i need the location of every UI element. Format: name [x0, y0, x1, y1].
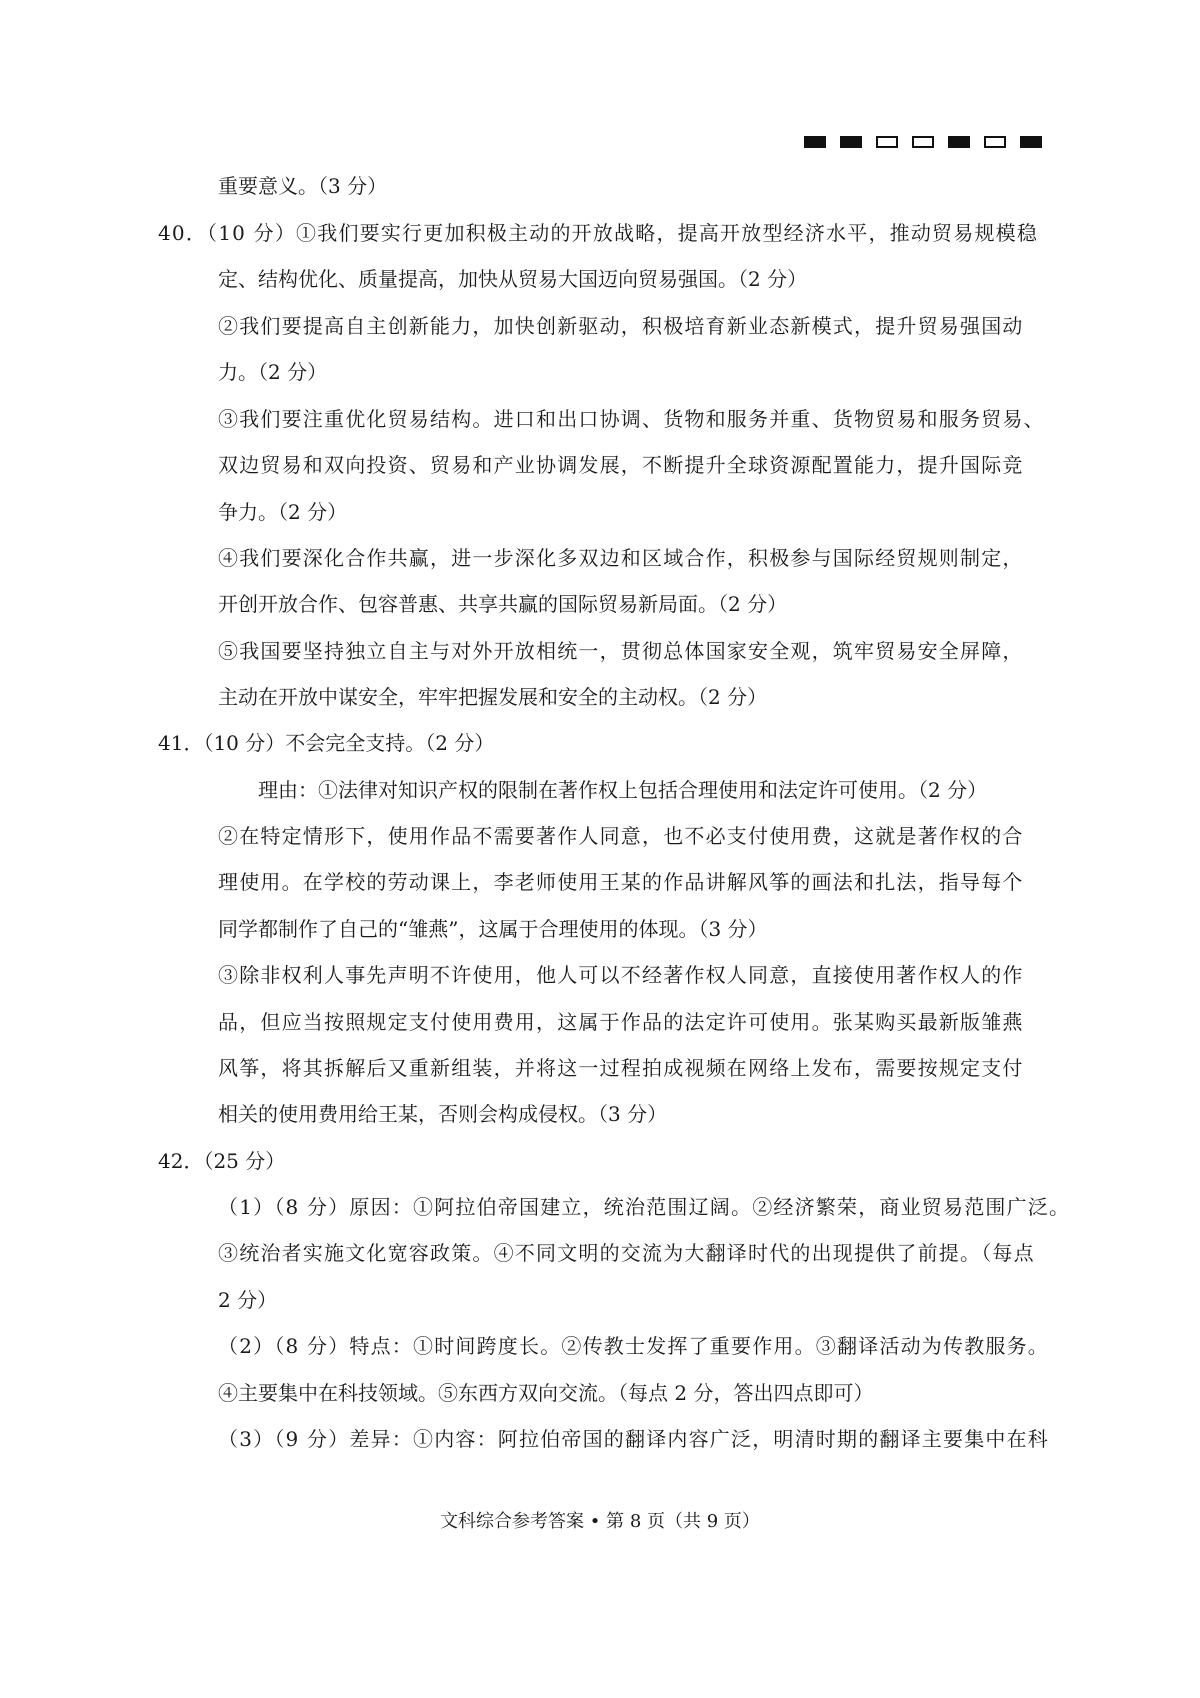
marker-empty-3 [984, 136, 1006, 148]
text-line: ④我们要深化合作共赢，进一步深化多双边和区域合作，积极参与国际经贸规则制定， [218, 546, 1024, 570]
text-line: 重要意义。（3 分） [218, 174, 388, 198]
marker-empty-1 [876, 136, 898, 148]
text-line: 力。（2 分） [218, 360, 328, 384]
text-line: （2）（8 分）特点：①时间跨度长。②传教士发挥了重要作用。③翻译活动为传教服务。 [218, 1334, 1050, 1358]
text-line: ④主要集中在科技领域。⑤东西方双向交流。（每点 2 分，答出四点即可） [218, 1381, 874, 1405]
q40-header-line: 40．（10 分）①我们要实行更加积极主动的开放战略，提高开放型经济水平，推动贸易规模稳 [158, 221, 1039, 245]
text-line: ②我们要提高自主创新能力，加快创新驱动，积极培育新业态新模式，提升贸易强国动 [218, 314, 1024, 338]
text-line: 理由：①法律对知识产权的限制在著作权上包括合理使用和法定许可使用。（2 分） [258, 778, 988, 802]
marker-empty-2 [912, 136, 934, 148]
text-line: 相关的使用费用给王某，否则会构成侵权。（3 分） [218, 1102, 668, 1126]
text-line: 理使用。在学校的劳动课上，李老师使用王某的作品讲解风筝的画法和扎法，指导每个 [218, 870, 1024, 894]
text-line: 2 分） [218, 1288, 278, 1312]
text-line: ②在特定情形下，使用作品不需要著作人同意，也不必支付使用费，这就是著作权的合 [218, 824, 1024, 848]
marker-filled-1 [804, 136, 826, 148]
text-line: 双边贸易和双向投资、贸易和产业协调发展，不断提升全球资源配置能力，提升国际竞 [218, 453, 1024, 477]
text-line: 风筝，将其拆解后又重新组装，并将这一过程拍成视频在网络上发布，需要按规定支付 [218, 1056, 1024, 1080]
text-line: （3）（9 分）差异：①内容：阿拉伯帝国的翻译内容广泛，明清时期的翻译主要集中在科 [218, 1427, 1050, 1451]
text-line: ③除非权利人事先声明不许使用，他人可以不经著作权人同意，直接使用著作权人的作 [218, 963, 1024, 987]
marker-filled-3 [948, 136, 970, 148]
marker-filled-4 [1020, 136, 1042, 148]
text-line: ③我们要注重优化贸易结构。进口和出口协调、货物和服务并重、货物贸易和服务贸易、 [218, 407, 1045, 431]
text-line: 争力。（2 分） [218, 500, 348, 524]
text-line: 同学都制作了自己的“雏燕”，这属于合理使用的体现。（3 分） [218, 917, 768, 941]
text-line: 开创开放合作、包容普惠、共享共赢的国际贸易新局面。（2 分） [218, 592, 788, 616]
registration-markers [804, 136, 1042, 148]
text-line: ③统治者实施文化宽容政策。④不同文明的交流为大翻译时代的出现提供了前提。（每点 [218, 1241, 1035, 1265]
text-line: 主动在开放中谋安全，牢牢把握发展和安全的主动权。（2 分） [218, 685, 768, 709]
text-line: 品，但应当按照规定支付使用费用，这属于作品的法定许可使用。张某购买最新版雏燕 [218, 1010, 1024, 1034]
text-line: （1）（8 分）原因：①阿拉伯帝国建立，统治范围辽阔。②经济繁荣，商业贸易范围广泛。 [218, 1195, 1071, 1219]
page-footer: 文科综合参考答案 • 第 8 页（共 9 页） [440, 1511, 760, 1532]
q41-header-line: 41．（10 分）不会完全支持。（2 分） [158, 731, 495, 755]
text-line: 定、结构优化、质量提高，加快从贸易大国迈向贸易强国。（2 分） [218, 267, 808, 291]
marker-filled-2 [840, 136, 862, 148]
text-line: ⑤我国要坚持独立自主与对外开放相统一，贯彻总体国家安全观，筑牢贸易安全屏障， [218, 639, 1024, 663]
q42-header-line: 42．（25 分） [158, 1149, 286, 1173]
